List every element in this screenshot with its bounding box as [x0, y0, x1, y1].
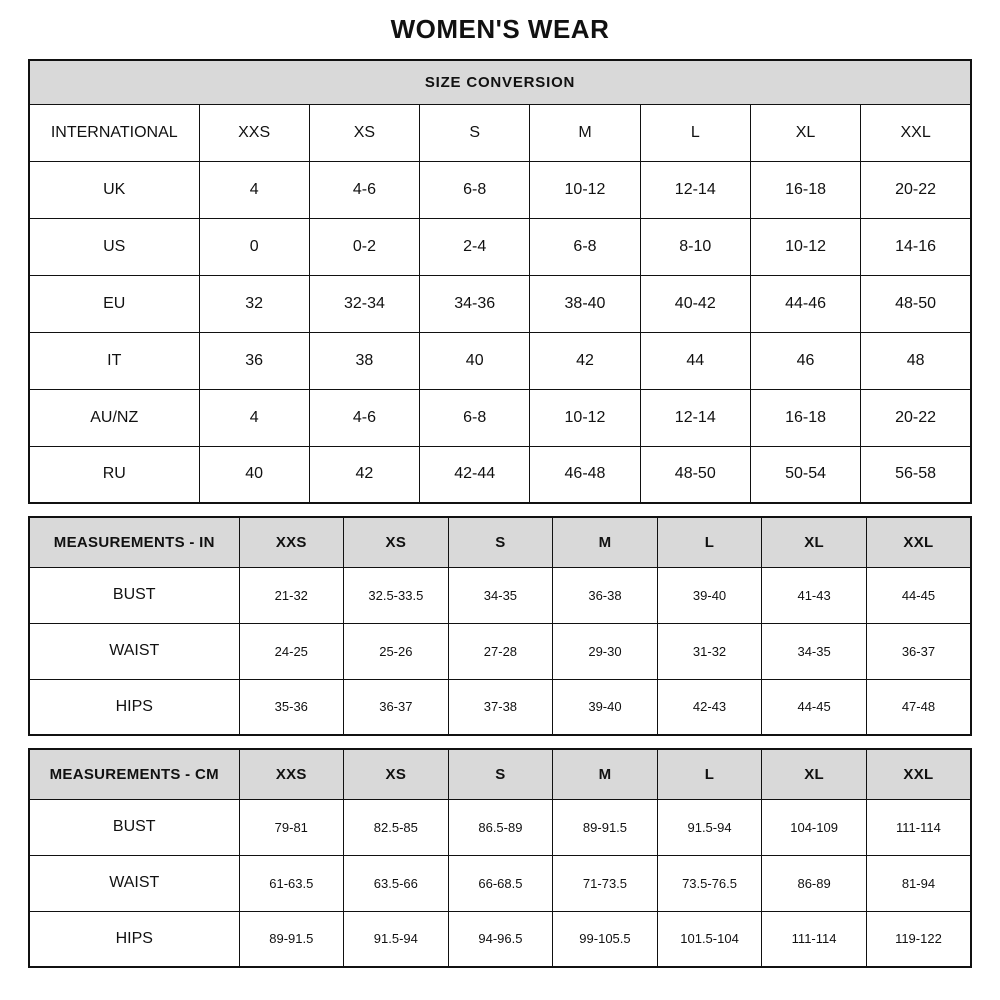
table-cell: 12-14	[640, 389, 750, 446]
row-label: HIPS	[29, 679, 239, 735]
table-cell: 47-48	[866, 679, 971, 735]
table-cell: 63.5-66	[344, 855, 449, 911]
table-cell: 99-105.5	[553, 911, 658, 967]
row-label: AU/NZ	[29, 389, 199, 446]
table-cell: 6-8	[420, 389, 530, 446]
table-cell: 24-25	[239, 623, 344, 679]
table-cell: 21-32	[239, 567, 344, 623]
table-title-row	[29, 60, 971, 104]
column-header-international: INTERNATIONAL	[29, 104, 199, 161]
table-row-hips	[29, 679, 971, 735]
table-row-us	[29, 218, 971, 275]
table-cell: 4	[199, 389, 309, 446]
size-conversion-table	[28, 59, 972, 504]
table-cell: 12-14	[640, 161, 750, 218]
column-header-xxs: XXS	[239, 749, 344, 799]
table-cell: 34-35	[448, 567, 553, 623]
table-cell: 16-18	[750, 389, 860, 446]
column-header-xs: XS	[344, 749, 449, 799]
table-cell: 40-42	[640, 275, 750, 332]
table-cell: 86-89	[762, 855, 867, 911]
table-cell: 36-38	[553, 567, 658, 623]
table-cell: 40	[199, 446, 309, 503]
table-cell: 50-54	[750, 446, 860, 503]
table-cell: 38-40	[530, 275, 640, 332]
table-cell: 2-4	[420, 218, 530, 275]
table-cell: 101.5-104	[657, 911, 762, 967]
table-cell: 14-16	[861, 218, 971, 275]
column-header-xxl: XXL	[866, 749, 971, 799]
table-cell: 44-46	[750, 275, 860, 332]
table-cell: 44-45	[762, 679, 867, 735]
table-cell: 61-63.5	[239, 855, 344, 911]
table-cell: 29-30	[553, 623, 658, 679]
column-header-xxs: XXS	[239, 517, 344, 567]
table-cell: 4-6	[309, 161, 419, 218]
table-cell: 42	[530, 332, 640, 389]
table-cell: 36-37	[344, 679, 449, 735]
column-header-xs: XS	[344, 517, 449, 567]
row-label: EU	[29, 275, 199, 332]
table-cell: 94-96.5	[448, 911, 553, 967]
table-cell: 119-122	[866, 911, 971, 967]
column-header-l: L	[657, 749, 762, 799]
table-cell: 27-28	[448, 623, 553, 679]
measurements-in-table	[28, 516, 972, 736]
table-cell: 42-43	[657, 679, 762, 735]
table-cell: 31-32	[657, 623, 762, 679]
column-header-xxs: XXS	[199, 104, 309, 161]
table-cell: 42-44	[420, 446, 530, 503]
row-label: BUST	[29, 799, 239, 855]
table-cell: 20-22	[861, 161, 971, 218]
table-cell: 41-43	[762, 567, 867, 623]
table-cell: 89-91.5	[239, 911, 344, 967]
column-header-xl: XL	[750, 104, 860, 161]
row-label: RU	[29, 446, 199, 503]
table-header-row	[29, 517, 971, 567]
table-cell: 111-114	[762, 911, 867, 967]
table-cell: 79-81	[239, 799, 344, 855]
column-header-l: L	[640, 104, 750, 161]
row-label: IT	[29, 332, 199, 389]
table-cell: 48	[861, 332, 971, 389]
table-cell: 40	[420, 332, 530, 389]
table-header-row	[29, 104, 971, 161]
column-header-m: M	[553, 749, 658, 799]
table-cell: 73.5-76.5	[657, 855, 762, 911]
table-cell: 32	[199, 275, 309, 332]
table-cell: 91.5-94	[657, 799, 762, 855]
table-cell: 71-73.5	[553, 855, 658, 911]
size-conversion-title: SIZE CONVERSION	[29, 60, 971, 104]
table-cell: 10-12	[530, 161, 640, 218]
measurements-in-title: MEASUREMENTS - IN	[29, 517, 239, 567]
row-label: UK	[29, 161, 199, 218]
row-label: WAIST	[29, 855, 239, 911]
table-cell: 4-6	[309, 389, 419, 446]
column-header-s: S	[448, 517, 553, 567]
table-cell: 44-45	[866, 567, 971, 623]
table-row-bust	[29, 799, 971, 855]
row-label: WAIST	[29, 623, 239, 679]
table-cell: 6-8	[420, 161, 530, 218]
table-cell: 32-34	[309, 275, 419, 332]
measurements-cm-title: MEASUREMENTS - CM	[29, 749, 239, 799]
row-label: US	[29, 218, 199, 275]
table-cell: 25-26	[344, 623, 449, 679]
table-row-ru	[29, 446, 971, 503]
table-cell: 0-2	[309, 218, 419, 275]
table-cell: 32.5-33.5	[344, 567, 449, 623]
column-header-m: M	[530, 104, 640, 161]
table-cell: 48-50	[861, 275, 971, 332]
table-cell: 37-38	[448, 679, 553, 735]
table-row-waist	[29, 855, 971, 911]
row-label: BUST	[29, 567, 239, 623]
column-header-l: L	[657, 517, 762, 567]
table-cell: 39-40	[657, 567, 762, 623]
table-cell: 6-8	[530, 218, 640, 275]
column-header-xl: XL	[762, 517, 867, 567]
table-cell: 91.5-94	[344, 911, 449, 967]
table-cell: 44	[640, 332, 750, 389]
table-cell: 82.5-85	[344, 799, 449, 855]
table-row-uk	[29, 161, 971, 218]
table-cell: 104-109	[762, 799, 867, 855]
table-cell: 111-114	[866, 799, 971, 855]
column-header-xxl: XXL	[861, 104, 971, 161]
table-cell: 10-12	[750, 218, 860, 275]
table-row-waist	[29, 623, 971, 679]
table-cell: 38	[309, 332, 419, 389]
column-header-m: M	[553, 517, 658, 567]
table-row-bust	[29, 567, 971, 623]
table-row-hips	[29, 911, 971, 967]
table-row-aunz	[29, 389, 971, 446]
table-cell: 0	[199, 218, 309, 275]
column-header-s: S	[448, 749, 553, 799]
table-cell: 34-35	[762, 623, 867, 679]
column-header-xl: XL	[762, 749, 867, 799]
table-cell: 66-68.5	[448, 855, 553, 911]
table-cell: 56-58	[861, 446, 971, 503]
table-row-eu	[29, 275, 971, 332]
table-cell: 4	[199, 161, 309, 218]
column-header-s: S	[420, 104, 530, 161]
table-cell: 10-12	[530, 389, 640, 446]
table-cell: 34-36	[420, 275, 530, 332]
table-header-row	[29, 749, 971, 799]
measurements-cm-table	[28, 748, 972, 968]
table-cell: 36	[199, 332, 309, 389]
table-cell: 86.5-89	[448, 799, 553, 855]
row-label: HIPS	[29, 911, 239, 967]
table-cell: 16-18	[750, 161, 860, 218]
column-header-xxl: XXL	[866, 517, 971, 567]
table-cell: 46	[750, 332, 860, 389]
table-cell: 46-48	[530, 446, 640, 503]
table-row-it	[29, 332, 971, 389]
table-cell: 81-94	[866, 855, 971, 911]
table-cell: 20-22	[861, 389, 971, 446]
table-cell: 39-40	[553, 679, 658, 735]
column-header-xs: XS	[309, 104, 419, 161]
page-title: WOMEN'S WEAR	[390, 14, 610, 44]
table-cell: 42	[309, 446, 419, 503]
table-cell: 48-50	[640, 446, 750, 503]
table-cell: 89-91.5	[553, 799, 658, 855]
table-cell: 35-36	[239, 679, 344, 735]
table-cell: 36-37	[866, 623, 971, 679]
table-cell: 8-10	[640, 218, 750, 275]
